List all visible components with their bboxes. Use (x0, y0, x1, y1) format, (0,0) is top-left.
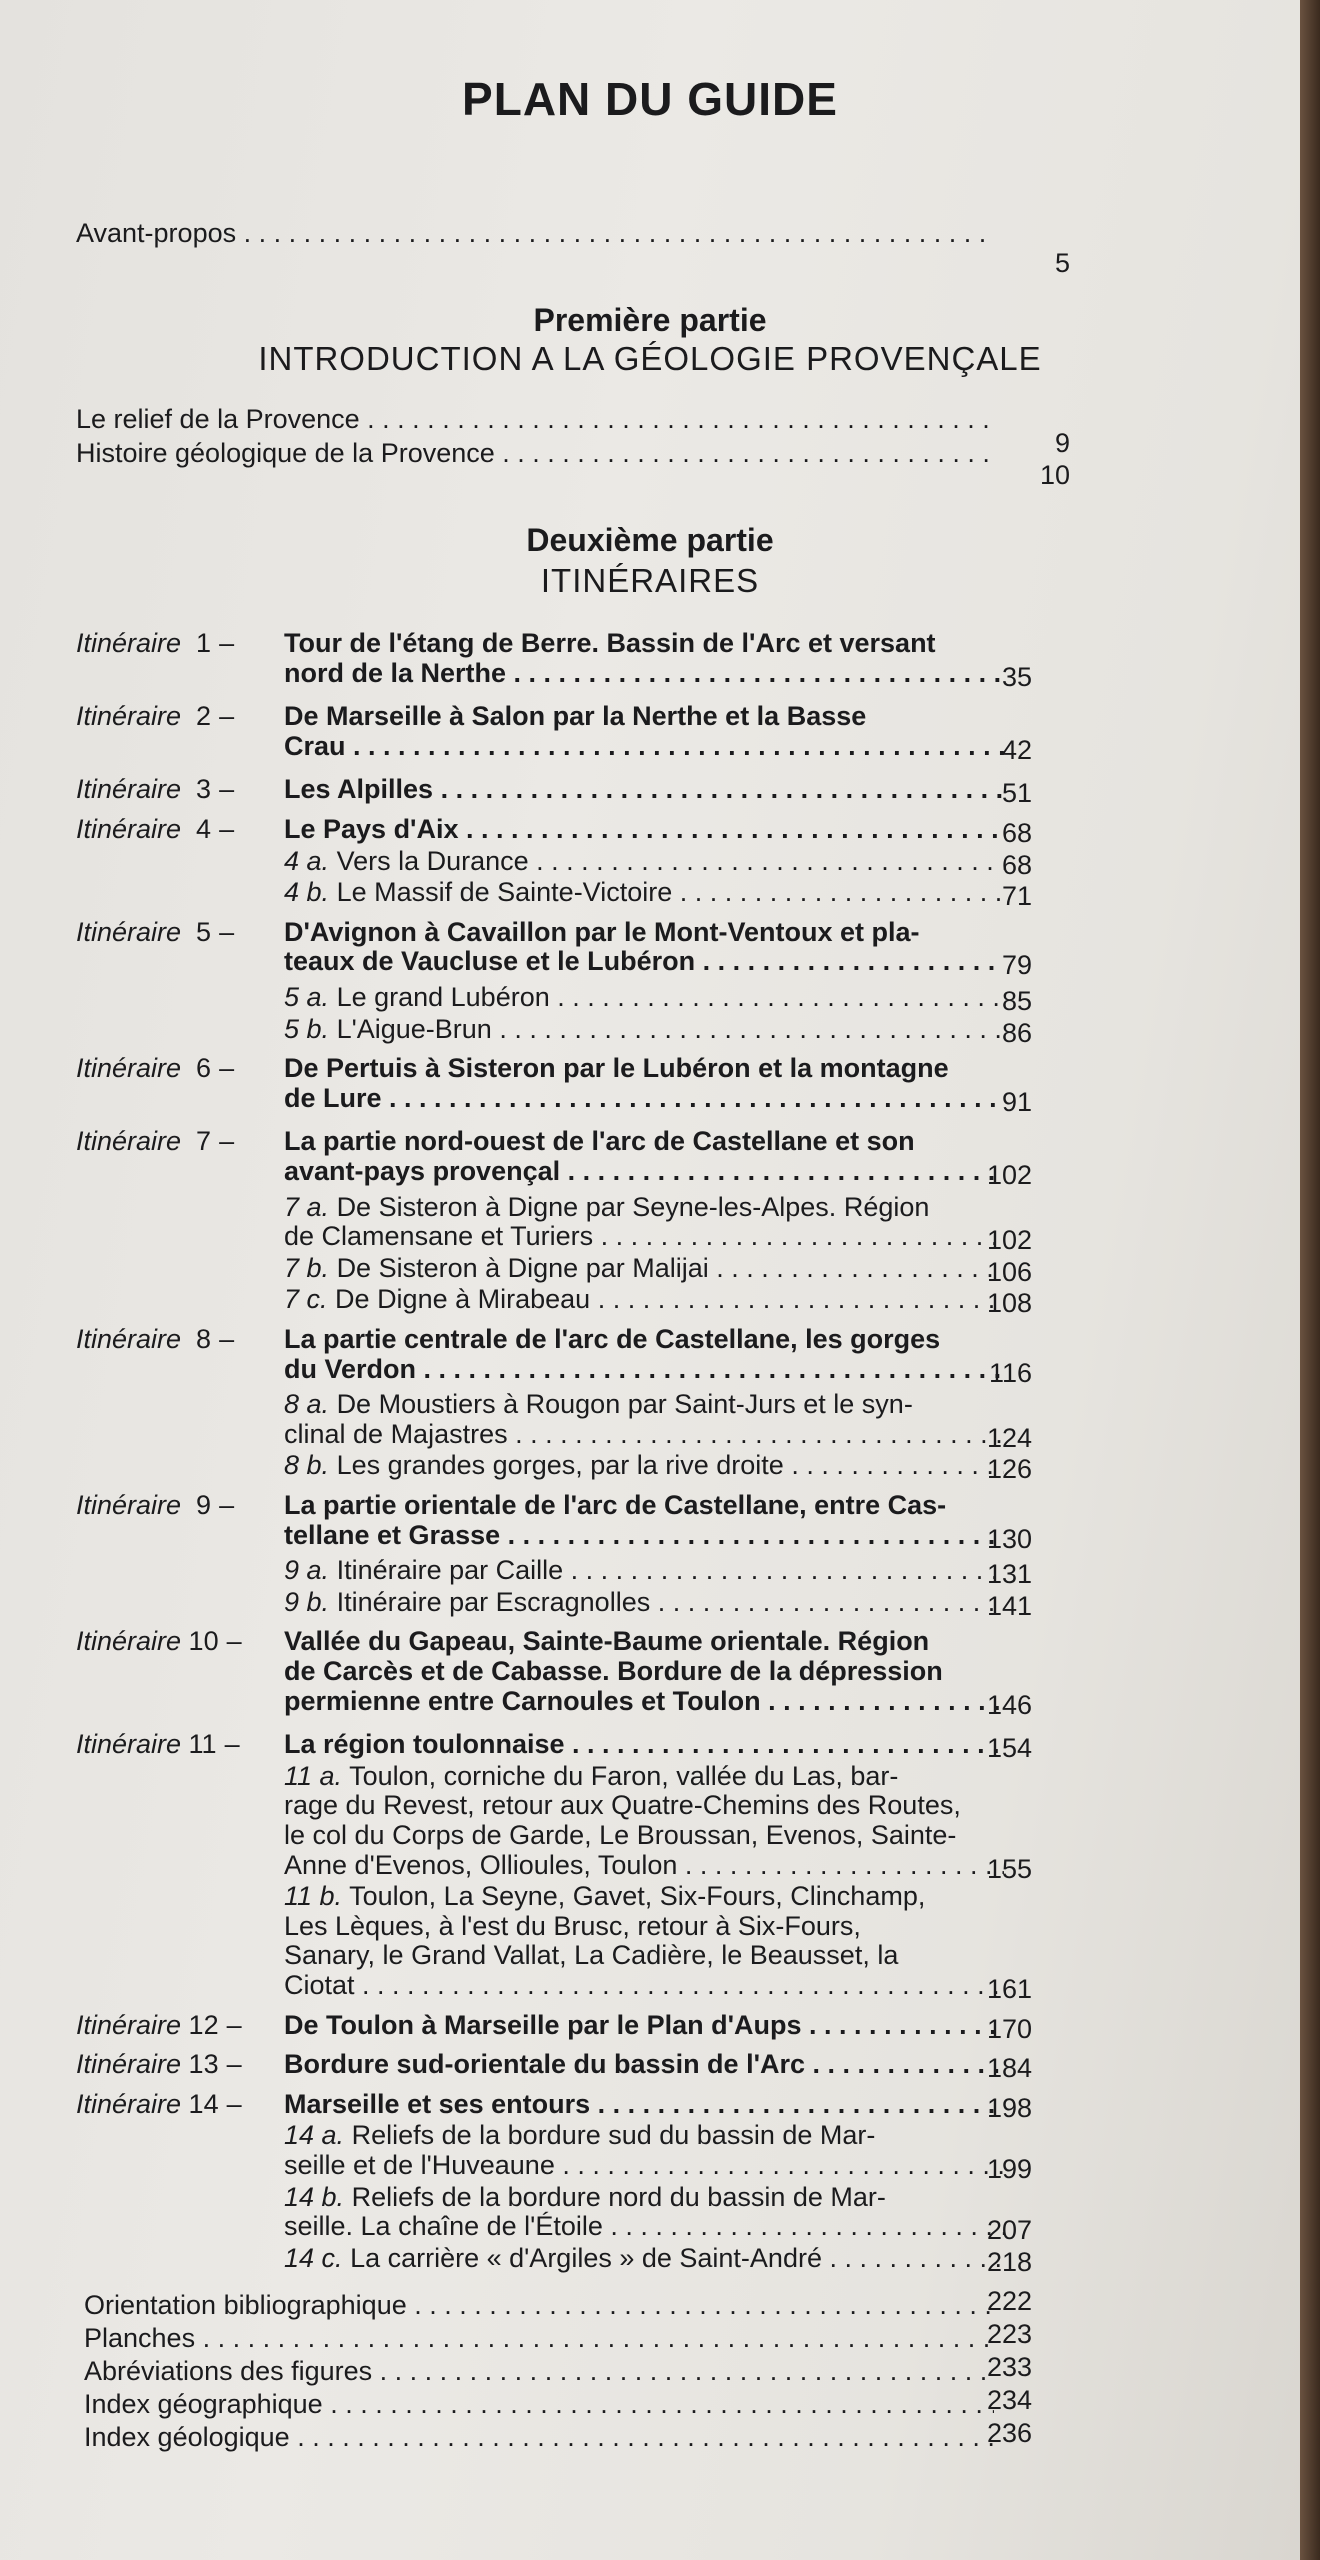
toc-entry-avant-propos: Avant-propos . . . (76, 218, 996, 248)
sub-itinerary-code: 7 b. (284, 1252, 330, 1283)
back-matter-entry (84, 2389, 994, 2419)
entry-text: De Pertuis à Sisteron par le Lubéron et la montagne (284, 1053, 949, 1084)
toc-entry: Histoire géologique de la Provence . . . (76, 438, 996, 468)
entry-text: Reliefs de la bordure nord du bassin de Mar- (351, 2181, 886, 2212)
sub-itinerary-line (284, 1970, 1004, 2000)
entry-text: De Marseille à Salon par la Nerthe et la Basse (284, 701, 867, 732)
page-number: 218 (986, 2246, 1032, 2277)
page-number: 141 (986, 1590, 1032, 1621)
itinerary-title-line (284, 814, 1004, 844)
page-number: 106 (986, 1256, 1032, 1287)
itinerary-title-line (284, 1083, 1004, 1113)
entry-text: Index géologique (84, 2422, 290, 2453)
page-number: 154 (986, 1733, 1032, 1764)
entry-text: Vers la Durance (336, 845, 529, 876)
sub-itinerary-line (284, 2182, 1010, 2212)
page-number: 79 (1001, 950, 1032, 981)
sub-itinerary-code: 14 b. (284, 2181, 345, 2212)
page-number: 198 (986, 2092, 1032, 2123)
entry-text: De Digne à Mirabeau (335, 1284, 591, 1315)
sub-itinerary-line (284, 1555, 1004, 1585)
part-heading: Deuxième partie (526, 522, 774, 558)
itinerary-dash: – (219, 774, 235, 805)
sub-itinerary-line (284, 846, 1004, 876)
sub-itinerary-line (284, 1192, 1010, 1222)
page-number: 184 (986, 2053, 1032, 2084)
entry-text: Ciotat (284, 1970, 355, 2000)
itinerary-label (76, 774, 234, 804)
sub-itinerary-code: 14 c. (284, 2242, 343, 2273)
page-number: 234 (986, 2385, 1032, 2416)
entry-text: de Lure (284, 1082, 382, 1113)
entry-text: De Moustiers à Rougon par Saint-Jurs et le syn- (336, 1389, 913, 1420)
itinerary-dash: – (219, 1053, 235, 1084)
itinerary-number: 11 (181, 1729, 217, 1760)
itinerary-title-line (284, 658, 1004, 688)
sub-itinerary-code: 8 a. (284, 1389, 330, 1420)
itinerary-word: Itinéraire (76, 628, 182, 658)
sub-itinerary-code: 11 b. (284, 1881, 343, 1912)
sub-itinerary-line (284, 1419, 1004, 1449)
entry-text: La région toulonnaise (284, 1729, 565, 1760)
itinerary-dash: – (219, 814, 235, 844)
itinerary-word: Itinéraire (76, 916, 182, 947)
itinerary-number: 14 (181, 2088, 219, 2119)
itinerary-title-line (284, 1490, 1010, 1520)
page-number: 10 (1039, 460, 1070, 490)
itinerary-dash: – (219, 1324, 235, 1354)
page-number: 222 (986, 2286, 1032, 2317)
sub-itinerary-line (284, 1761, 1010, 1791)
entry-text: avant-pays provençal (284, 1156, 561, 1186)
entry-text: Les grandes gorges, par la rive droite (336, 1450, 784, 1481)
itinerary-number: 1 (181, 628, 212, 658)
itinerary-label (76, 1053, 234, 1083)
entry-text: Index géographique (84, 2389, 323, 2420)
itinerary-label (76, 814, 234, 844)
itinerary-dash: – (219, 701, 235, 732)
sub-itinerary-code: 8 b. (284, 1450, 330, 1481)
page-number: 68 (1001, 818, 1032, 848)
itinerary-number: 3 (181, 774, 212, 805)
entry-text: Tour de l'étang de Berre. Bassin de l'Arc et versant (284, 628, 936, 658)
part-title: INTRODUCTION A LA GÉOLOGIE PROVENÇALE (258, 340, 1042, 377)
page-number: 199 (986, 2154, 1032, 2184)
sub-itinerary-line (284, 877, 1004, 907)
entry-text: De Sisteron à Digne par Seyne-les-Alpes. Région (336, 1191, 930, 1222)
sub-itinerary-line (284, 2211, 1004, 2241)
entry-text: rage du Revest, retour aux Quatre-Chemins des Routes, (284, 1790, 961, 1821)
itinerary-number: 2 (181, 701, 212, 732)
entry-text: clinal de Majastres (284, 1418, 508, 1449)
itinerary-label (76, 1490, 234, 1520)
itinerary-word: Itinéraire (76, 2009, 182, 2040)
sub-itinerary-line (284, 1284, 1004, 1314)
itinerary-word: Itinéraire (76, 1729, 182, 1760)
itinerary-number: 5 (181, 916, 212, 947)
entry-text: Toulon, La Seyne, Gavet, Six-Fours, Clinchamp, (349, 1881, 926, 1912)
itinerary-label (76, 628, 234, 658)
page-number: 116 (988, 1357, 1032, 1388)
itinerary-word: Itinéraire (76, 1053, 182, 1084)
entry-text: Sanary, le Grand Vallat, La Cadière, le Beausset, la (284, 1940, 899, 1971)
page-number: 236 (986, 2418, 1032, 2449)
page-number: 71 (1001, 881, 1032, 912)
sub-itinerary-line (284, 1820, 1010, 1850)
itinerary-title-line (284, 701, 1010, 731)
itinerary-word: Itinéraire (76, 1126, 182, 1157)
itinerary-label (76, 1729, 240, 1759)
entry-text: Les Alpilles (284, 774, 434, 805)
entry-text: La carrière « d'Argiles » de Saint-André (350, 2242, 822, 2273)
itinerary-word: Itinéraire (76, 1490, 182, 1520)
entry-text: permienne entre Carnoules et Toulon (284, 1685, 761, 1716)
page-number: 9 (1054, 428, 1070, 458)
itinerary-word: Itinéraire (76, 774, 182, 805)
page-number: 161 (986, 1974, 1032, 2004)
entry-text: La partie nord-ouest de l'arc de Castellane et son (284, 1126, 915, 1157)
entry-text: Anne d'Evenos, Ollioules, Toulon (284, 1849, 678, 1880)
itinerary-word: Itinéraire (76, 2049, 182, 2080)
itinerary-dash: – (219, 628, 235, 658)
itinerary-word: Itinéraire (76, 814, 182, 844)
itinerary-title-line (284, 2049, 1004, 2079)
entry-text: Itinéraire par Escragnolles (336, 1586, 651, 1617)
part-heading: Première partie (533, 302, 767, 338)
itinerary-title-line (284, 2010, 1004, 2040)
sub-itinerary-line (284, 1790, 1010, 1820)
itinerary-title-line (284, 731, 1004, 761)
page-number: 233 (986, 2352, 1032, 2383)
itinerary-title-line (284, 1626, 1010, 1656)
entry-text: Bordure sud-orientale du bassin de l'Arc (284, 2049, 806, 2080)
entry-text: seille et de l'Huveaune (284, 2150, 555, 2180)
entry-text: le col du Corps de Garde, Le Broussan, Evenos, Sainte- (284, 1820, 957, 1850)
sub-itinerary-code: 5 b. (284, 1013, 330, 1044)
itinerary-label (76, 2049, 242, 2079)
page-number: 155 (986, 1853, 1032, 1884)
entry-text: Toulon, corniche du Faron, vallée du Las, bar- (349, 1760, 899, 1791)
page-number: 170 (986, 2013, 1032, 2044)
itinerary-word: Itinéraire (76, 2088, 182, 2119)
back-matter-entry (84, 2290, 994, 2320)
itinerary-title-line (284, 917, 1010, 947)
sub-itinerary-code: 4 a. (284, 845, 330, 876)
page-title: PLAN DU GUIDE (462, 73, 838, 125)
sub-itinerary-code: 4 b. (284, 877, 330, 908)
entry-text: Le Massif de Sainte-Victoire (336, 877, 673, 908)
page-number: 108 (986, 1288, 1032, 1319)
itinerary-number: 12 (181, 2009, 219, 2040)
itinerary-number: 13 (181, 2049, 219, 2080)
sub-itinerary-line (284, 1253, 1004, 1283)
entry-text: seille. La chaîne de l'Étoile (284, 2211, 603, 2242)
itinerary-number: 10 (181, 1626, 219, 1657)
itinerary-title-line (284, 774, 1004, 804)
itinerary-title-line (284, 1053, 1010, 1083)
itinerary-title-line (284, 1354, 1004, 1384)
sub-itinerary-line (284, 2150, 1004, 2180)
sub-itinerary-line (284, 2120, 1010, 2150)
itinerary-dash: – (226, 1626, 242, 1657)
entry-text: D'Avignon à Cavaillon par le Mont-Ventoux et pla- (284, 916, 920, 947)
itinerary-dash: – (226, 2009, 242, 2040)
part-title: ITINÉRAIRES (540, 562, 760, 599)
itinerary-number: 9 (181, 1490, 212, 1520)
sub-itinerary-line (284, 1587, 1004, 1617)
sub-itinerary-line (284, 1850, 1004, 1880)
itinerary-word: Itinéraire (76, 1324, 182, 1354)
entry-text: Itinéraire par Caille (336, 1555, 564, 1586)
sub-itinerary-line (284, 1450, 1004, 1480)
itinerary-title-line (284, 1686, 1004, 1716)
sub-itinerary-line (284, 1221, 1004, 1251)
sub-itinerary-code: 9 b. (284, 1586, 330, 1617)
entry-text: du Verdon (284, 1353, 417, 1384)
entry-text: La partie centrale de l'arc de Castellane, les gorges (284, 1324, 941, 1354)
itinerary-title-line (284, 1656, 1010, 1686)
toc-entry: Le relief de la Provence . . . (76, 404, 996, 434)
itinerary-title-line (284, 1324, 1010, 1354)
entry-text: nord de la Nerthe (284, 657, 507, 688)
itinerary-word: Itinéraire (76, 1626, 182, 1657)
itinerary-title-line (284, 1729, 1004, 1759)
itinerary-number: 7 (181, 1126, 212, 1157)
sub-itinerary-code: 14 a. (284, 2120, 345, 2151)
back-matter-entry (84, 2323, 994, 2353)
sub-itinerary-line (284, 1911, 1010, 1941)
entry-text: De Sisteron à Digne par Malijai (336, 1252, 709, 1283)
sub-itinerary-line (284, 1389, 1010, 1419)
page-number: 131 (986, 1559, 1032, 1590)
itinerary-label (76, 917, 234, 947)
itinerary-title-line (284, 946, 1004, 976)
itinerary-dash: – (226, 2049, 242, 2080)
page-number: 207 (986, 2215, 1032, 2246)
entry-text: De Toulon à Marseille par le Plan d'Aups (284, 2009, 802, 2040)
entry-text: Crau (284, 730, 346, 761)
page-number: 68 (1001, 849, 1032, 880)
page-number: 5 (1054, 248, 1070, 278)
itinerary-label (76, 1626, 242, 1656)
page-number: 146 (986, 1689, 1032, 1720)
entry-text: Orientation bibliographique (84, 2290, 407, 2321)
itinerary-number: 4 (181, 814, 212, 844)
page-number: 91 (1001, 1086, 1032, 1117)
itinerary-label (76, 1324, 234, 1354)
sub-itinerary-line (284, 1014, 1004, 1044)
page-number: 86 (1001, 1017, 1032, 1048)
page-number: 85 (1001, 986, 1032, 1016)
itinerary-title-line (284, 1520, 1004, 1550)
page-number: 126 (986, 1454, 1032, 1485)
sub-itinerary-line (284, 982, 1004, 1012)
itinerary-dash: – (219, 1490, 235, 1520)
entry-text: Le Pays d'Aix (284, 814, 459, 844)
sub-itinerary-code: 11 a. (284, 1760, 343, 1791)
entry-text: Reliefs de la bordure sud du bassin de Mar- (351, 2120, 876, 2151)
entry-text: Planches (84, 2323, 196, 2354)
itinerary-label (76, 2010, 242, 2040)
entry-text: tellane et Grasse (284, 1519, 501, 1550)
itinerary-number: 6 (181, 1053, 212, 1084)
back-matter-entry (84, 2356, 994, 2386)
table-edge (1300, 0, 1320, 2560)
sub-itinerary-code: 7 c. (284, 1284, 328, 1315)
entry-text: teaux de Vaucluse et le Lubéron (284, 946, 696, 977)
entry-text: L'Aigue-Brun (336, 1013, 492, 1044)
itinerary-dash: – (219, 1126, 235, 1157)
page-number: 102 (986, 1225, 1032, 1256)
sub-itinerary-code: 9 a. (284, 1555, 330, 1586)
entry-text: Le grand Lubéron (336, 982, 550, 1012)
sub-itinerary-code: 7 a. (284, 1191, 330, 1222)
itinerary-title-line (284, 2089, 1004, 2119)
page-number: 51 (1001, 778, 1032, 809)
page-number: 223 (986, 2319, 1032, 2350)
page-number: 124 (986, 1422, 1032, 1453)
entry-text: de Carcès et de Cabasse. Bordure de la dépression (284, 1656, 943, 1686)
page-number: 102 (986, 1160, 1032, 1190)
entry-text: Les Lèques, à l'est du Brusc, retour à Six-Fours, (284, 1910, 861, 1941)
itinerary-title-line (284, 628, 1010, 658)
sub-itinerary-line (284, 2243, 1004, 2273)
sub-itinerary-line (284, 1881, 1010, 1911)
entry-text: de Clamensane et Turiers (284, 1221, 594, 1252)
itinerary-dash: – (224, 1729, 240, 1760)
itinerary-title-line (284, 1126, 1010, 1156)
sub-itinerary-line (284, 1940, 1010, 1970)
page-number: 35 (1001, 661, 1032, 692)
itinerary-label (76, 2089, 242, 2119)
page-number: 130 (986, 1523, 1032, 1554)
itinerary-dash: – (219, 916, 235, 947)
entry-text: Vallée du Gapeau, Sainte-Baume orientale. Région (284, 1626, 930, 1657)
back-matter-entry (84, 2422, 994, 2452)
entry-text: Marseille et ses entours (284, 2088, 591, 2119)
itinerary-word: Itinéraire (76, 701, 182, 732)
itinerary-title-line (284, 1156, 1004, 1186)
itinerary-label (76, 701, 234, 731)
itinerary-label (76, 1126, 234, 1156)
entry-text: La partie orientale de l'arc de Castellane, entre Cas- (284, 1490, 947, 1520)
itinerary-dash: – (226, 2088, 242, 2119)
sub-itinerary-code: 5 a. (284, 982, 330, 1012)
itinerary-number: 8 (181, 1324, 212, 1354)
entry-text: Abréviations des figures (84, 2356, 373, 2387)
page-number: 42 (1001, 734, 1032, 765)
